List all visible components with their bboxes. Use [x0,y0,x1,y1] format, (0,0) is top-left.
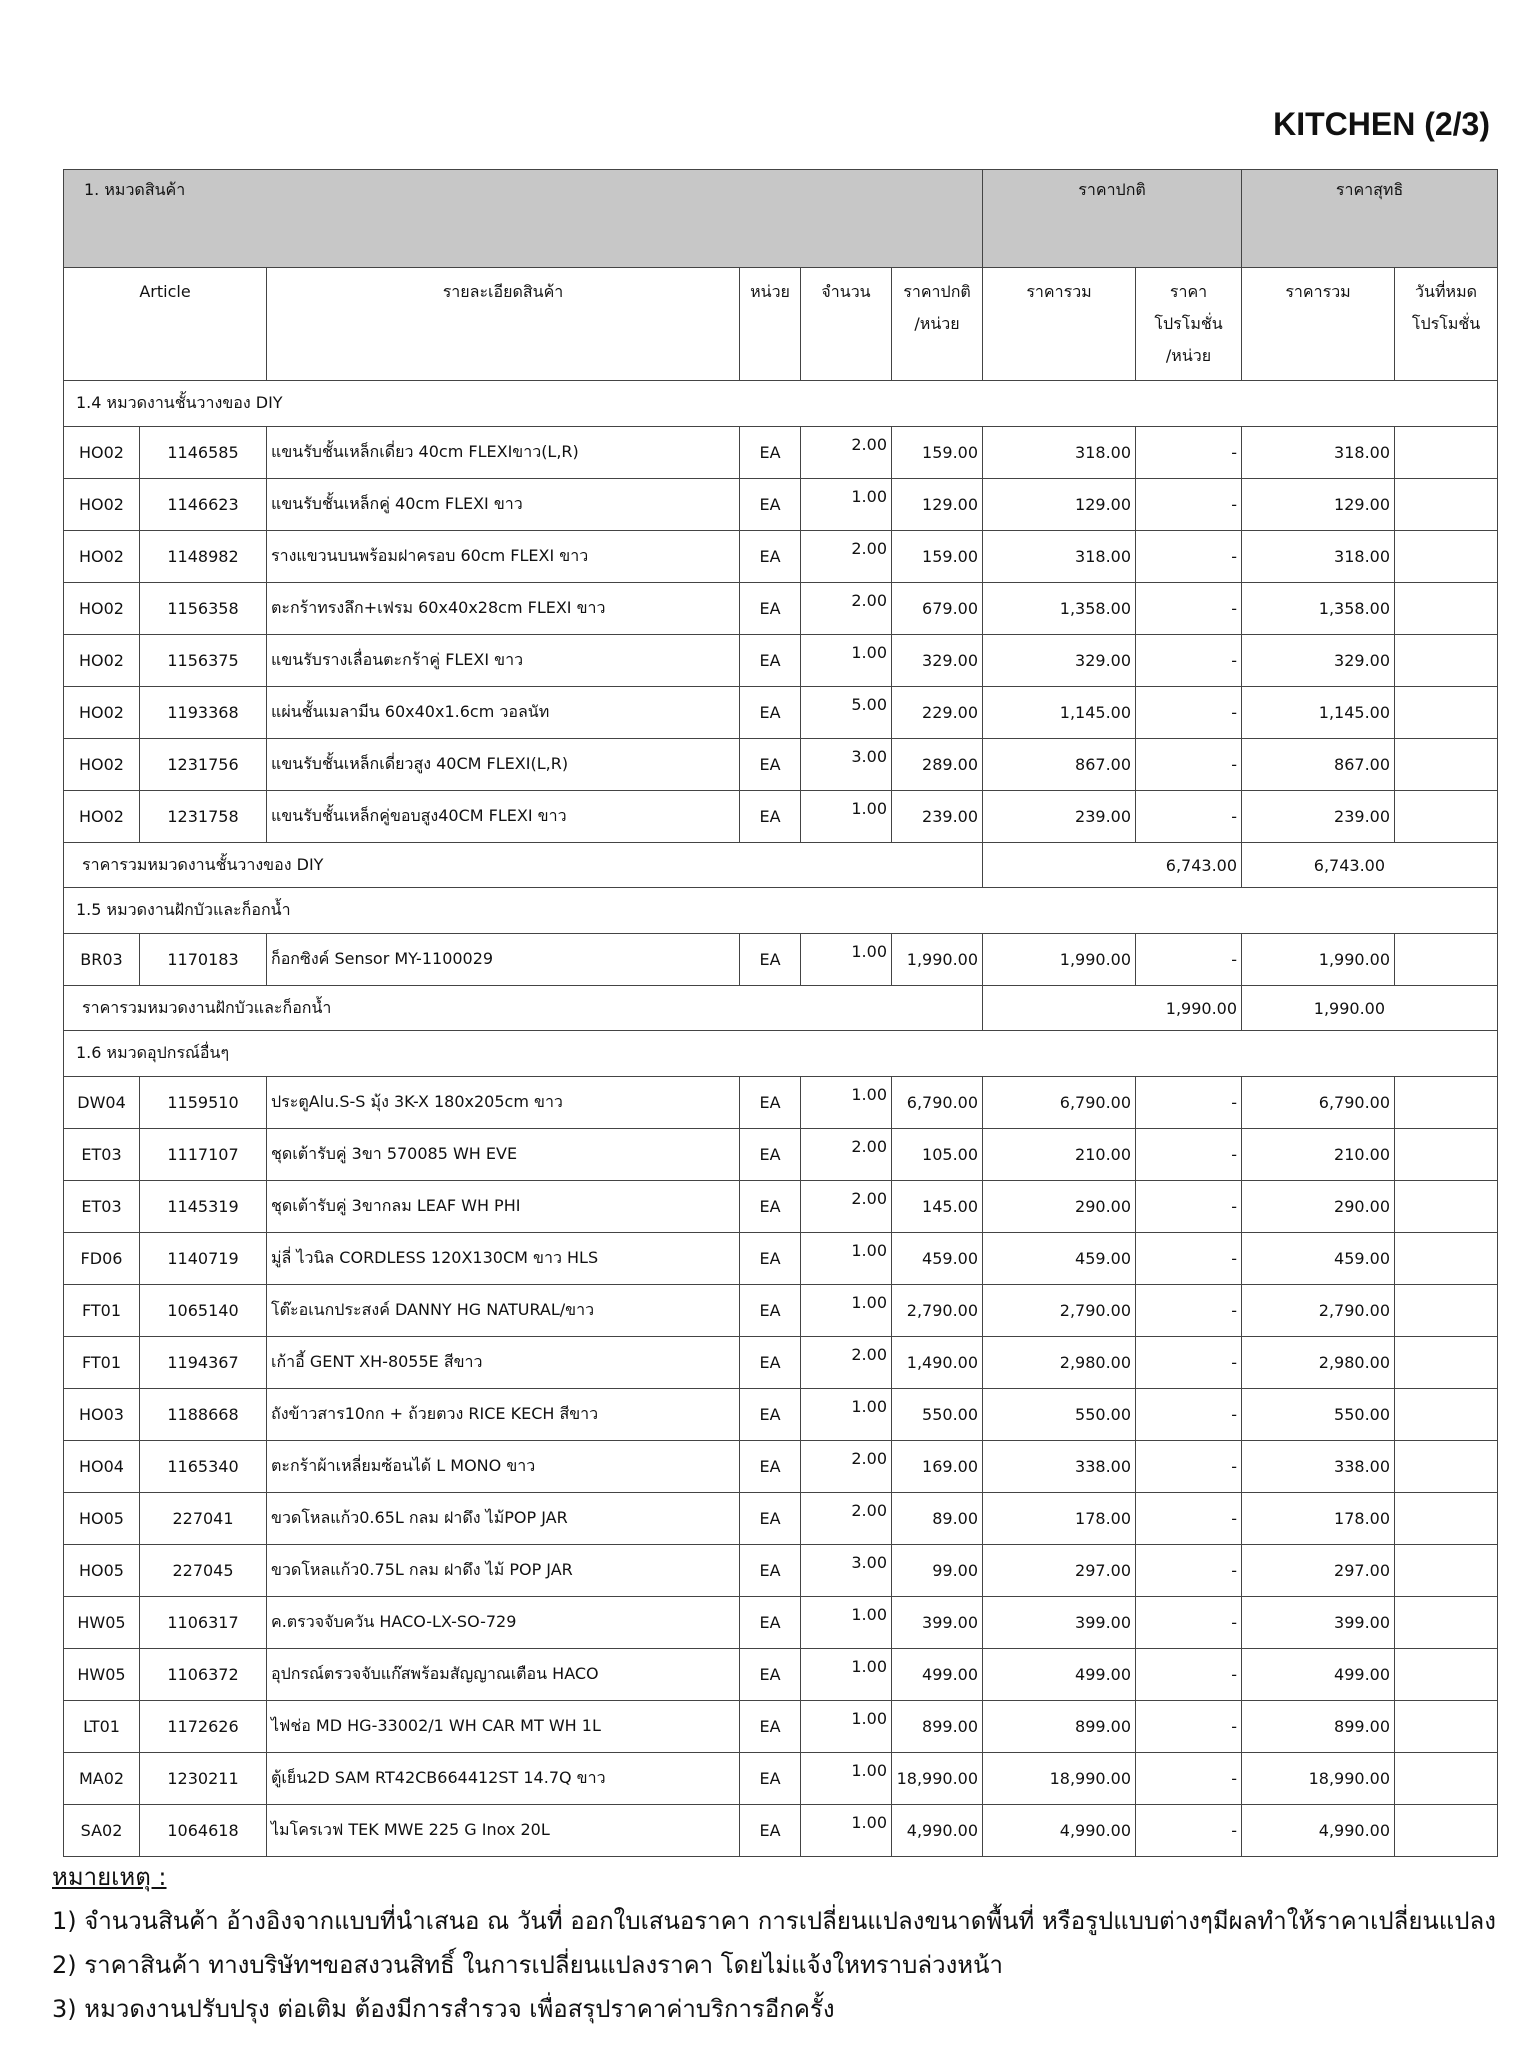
cell-net-total: 2,980.00 [1242,1337,1395,1389]
cell-description: อุปกรณ์ตรวจจับแก๊สพร้อมสัญญาณเตือน HACO [267,1649,740,1701]
cell-qty: 3.00 [801,1545,892,1597]
cell-unit-price: 89.00 [892,1493,983,1545]
cell-promo-end [1395,1181,1498,1233]
cell-net-total: 318.00 [1242,427,1395,479]
cell-total: 1,145.00 [983,687,1136,739]
cell-unit-price: 899.00 [892,1701,983,1753]
section-title: 1.4 หมวดงานชั้นวางของ DIY [64,381,1498,427]
cell-code: HO02 [64,531,140,583]
cell-promo-price: - [1136,583,1242,635]
col-qty-header: จำนวน [801,268,892,381]
cell-promo-price: - [1136,1233,1242,1285]
cell-unit-price: 2,790.00 [892,1285,983,1337]
cell-article: 1156375 [140,635,267,687]
cell-total: 2,790.00 [983,1285,1136,1337]
cell-article: 1146585 [140,427,267,479]
cell-qty: 1.00 [801,479,892,531]
cell-unit: EA [740,1233,801,1285]
cell-net-total: 6,790.00 [1242,1077,1395,1129]
cell-net-total: 899.00 [1242,1701,1395,1753]
cell-net-total: 178.00 [1242,1493,1395,1545]
cell-article: 1231758 [140,791,267,843]
cell-promo-end [1395,1545,1498,1597]
subtotal-net-total: 1,990.00 [1242,986,1498,1031]
cell-net-total: 459.00 [1242,1233,1395,1285]
subtotal-row [64,986,1498,1031]
cell-total: 6,790.00 [983,1077,1136,1129]
cell-total: 297.00 [983,1545,1136,1597]
cell-article: 1194367 [140,1337,267,1389]
cell-description: แขนรับชั้นเหล็กคู่ขอบสูง40CM FLEXI ขาว [267,791,740,843]
cell-description: ไมโครเวฟ TEK MWE 225 G Inox 20L [267,1805,740,1857]
note-item: 3) หมวดงานปรับปรุง ต่อเติม ต้องมีการสำรวจ เพื่อสรุปราคาค่าบริการอีกครั้ง [52,1995,835,2023]
cell-article: 1165340 [140,1441,267,1493]
cell-article: 1159510 [140,1077,267,1129]
cell-article: 227045 [140,1545,267,1597]
cell-code: HO02 [64,739,140,791]
cell-net-total: 129.00 [1242,479,1395,531]
cell-qty: 2.00 [801,583,892,635]
cell-promo-end [1395,687,1498,739]
cell-qty: 1.00 [801,1389,892,1441]
cell-code: SA02 [64,1805,140,1857]
table-row [64,739,1498,791]
cell-unit-price: 550.00 [892,1389,983,1441]
cell-unit-price: 239.00 [892,791,983,843]
cell-net-total: 2,790.00 [1242,1285,1395,1337]
cell-unit: EA [740,1545,801,1597]
cell-qty: 1.00 [801,1805,892,1857]
cell-total: 499.00 [983,1649,1136,1701]
header-row-2 [64,268,1498,381]
cell-promo-end [1395,739,1498,791]
cell-promo-price: - [1136,427,1242,479]
cell-promo-end [1395,583,1498,635]
cell-promo-price: - [1136,1597,1242,1649]
cell-qty: 2.00 [801,1181,892,1233]
cell-net-total: 499.00 [1242,1649,1395,1701]
cell-description: ชุดเต้ารับคู่ 3ขากลม LEAF WH PHI [267,1181,740,1233]
cell-promo-price: - [1136,1181,1242,1233]
cell-promo-price: - [1136,1805,1242,1857]
cell-code: BR03 [64,934,140,986]
table-row [64,1389,1498,1441]
cell-total: 4,990.00 [983,1805,1136,1857]
cell-total: 338.00 [983,1441,1136,1493]
cell-promo-end [1395,1597,1498,1649]
cell-code: FT01 [64,1337,140,1389]
cell-article: 1106317 [140,1597,267,1649]
cell-description: ก็อกซิงค์ Sensor MY-1100029 [267,934,740,986]
col-unit-price-header: ราคาปกติ /หน่วย [892,268,983,381]
cell-net-total: 550.00 [1242,1389,1395,1441]
section-row [64,381,1498,427]
table-row [64,1337,1498,1389]
cell-promo-end [1395,1233,1498,1285]
col-net-total-header: ราคารวม [1242,268,1395,381]
table-row [64,479,1498,531]
col-unit-header: หน่วย [740,268,801,381]
cell-promo-price: - [1136,1389,1242,1441]
cell-promo-end [1395,1441,1498,1493]
cell-total: 899.00 [983,1701,1136,1753]
cell-promo-price: - [1136,1649,1242,1701]
col-promo-end-header: วันที่หมด โปรโมชั่น [1395,268,1498,381]
table-row [64,635,1498,687]
cell-description: ตะกร้าผ้าเหลี่ยมซ้อนได้ L MONO ขาว [267,1441,740,1493]
cell-total: 178.00 [983,1493,1136,1545]
cell-description: ค.ตรวจจับควัน HACO-LX-SO-729 [267,1597,740,1649]
cell-description: เก้าอี้ GENT XH-8055E สีขาว [267,1337,740,1389]
subtotal-row [64,843,1498,888]
cell-description: ชุดเต้ารับคู่ 3ขา 570085 WH EVE [267,1129,740,1181]
cell-unit-price: 105.00 [892,1129,983,1181]
cell-promo-price: - [1136,687,1242,739]
note-item: 2) ราคาสินค้า ทางบริษัทฯขอสงวนสิทธิ์ ในการเปลี่ยนแปลงราคา โดยไม่แจ้งใหทราบล่วงหน้า [52,1951,1003,1979]
cell-unit: EA [740,1441,801,1493]
cell-code: HW05 [64,1649,140,1701]
cell-total: 239.00 [983,791,1136,843]
cell-promo-price: - [1136,479,1242,531]
cell-promo-end [1395,1337,1498,1389]
cell-code: LT01 [64,1701,140,1753]
cell-promo-price: - [1136,1129,1242,1181]
subtotal-total: 1,990.00 [983,986,1242,1031]
cell-qty: 2.00 [801,531,892,583]
cell-promo-price: - [1136,1441,1242,1493]
cell-code: HO05 [64,1493,140,1545]
table-row [64,934,1498,986]
cell-qty: 1.00 [801,1597,892,1649]
cell-net-total: 329.00 [1242,635,1395,687]
cell-net-total: 210.00 [1242,1129,1395,1181]
cell-description: แผ่นชั้นเมลามีน 60x40x1.6cm วอลนัท [267,687,740,739]
cell-total: 459.00 [983,1233,1136,1285]
cell-promo-end [1395,791,1498,843]
cell-total: 18,990.00 [983,1753,1136,1805]
cell-promo-price: - [1136,1077,1242,1129]
cell-promo-end [1395,1285,1498,1337]
cell-article: 1064618 [140,1805,267,1857]
cell-code: HO04 [64,1441,140,1493]
cell-net-total: 1,145.00 [1242,687,1395,739]
cell-promo-price: - [1136,635,1242,687]
cell-unit-price: 289.00 [892,739,983,791]
cell-net-total: 399.00 [1242,1597,1395,1649]
table-row [64,1181,1498,1233]
cell-promo-price: - [1136,1701,1242,1753]
cell-unit-price: 399.00 [892,1597,983,1649]
cell-unit-price: 159.00 [892,531,983,583]
cell-unit-price: 6,790.00 [892,1077,983,1129]
cell-code: FT01 [64,1285,140,1337]
cell-unit-price: 129.00 [892,479,983,531]
table-row [64,1233,1498,1285]
cell-unit-price: 18,990.00 [892,1753,983,1805]
cell-total: 129.00 [983,479,1136,531]
cell-net-total: 18,990.00 [1242,1753,1395,1805]
col-detail-header: รายละเอียดสินค้า [267,268,740,381]
cell-promo-end [1395,934,1498,986]
cell-description: ตู้เย็น2D SAM RT42CB664412ST 14.7Q ขาว [267,1753,740,1805]
table-row [64,1753,1498,1805]
cell-article: 1231756 [140,739,267,791]
cell-total: 329.00 [983,635,1136,687]
cell-total: 867.00 [983,739,1136,791]
cell-total: 210.00 [983,1129,1136,1181]
cell-article: 1145319 [140,1181,267,1233]
cell-article: 1188668 [140,1389,267,1441]
cell-total: 1,358.00 [983,583,1136,635]
cell-article: 1172626 [140,1701,267,1753]
cell-unit: EA [740,1805,801,1857]
section-row [64,888,1498,934]
cell-promo-price: - [1136,1493,1242,1545]
cell-unit: EA [740,687,801,739]
cell-total: 318.00 [983,531,1136,583]
cell-unit: EA [740,531,801,583]
cell-total: 2,980.00 [983,1337,1136,1389]
cell-promo-price: - [1136,934,1242,986]
cell-description: ขวดโหลแก้ว0.75L กลม ฝาดึง ไม้ POP JAR [267,1545,740,1597]
cell-description: มู่ลี่ ไวนิล CORDLESS 120X130CM ขาว HLS [267,1233,740,1285]
cell-unit: EA [740,1493,801,1545]
cell-unit-price: 159.00 [892,427,983,479]
table-row [64,1129,1498,1181]
cell-promo-end [1395,1077,1498,1129]
cell-code: HO02 [64,791,140,843]
table-row [64,1441,1498,1493]
table-row [64,1597,1498,1649]
cell-net-total: 297.00 [1242,1545,1395,1597]
col-total-header: ราคารวม [983,268,1136,381]
cell-promo-end [1395,1753,1498,1805]
cell-unit-price: 459.00 [892,1233,983,1285]
cell-promo-end [1395,635,1498,687]
cell-unit-price: 1,490.00 [892,1337,983,1389]
cell-promo-price: - [1136,1285,1242,1337]
table-row [64,1805,1498,1857]
subtotal-net-total: 6,743.00 [1242,843,1498,888]
col-promo-header: ราคา โปรโมชั่น /หน่วย [1136,268,1242,381]
cell-net-total: 1,358.00 [1242,583,1395,635]
cell-article: 1193368 [140,687,267,739]
cell-unit: EA [740,1077,801,1129]
cell-code: HO02 [64,427,140,479]
cell-total: 550.00 [983,1389,1136,1441]
cell-total: 1,990.00 [983,934,1136,986]
cell-unit-price: 329.00 [892,635,983,687]
cell-description: ถังข้าวสาร10กก + ถ้วยตวง RICE KECH สีขาว [267,1389,740,1441]
cell-article: 227041 [140,1493,267,1545]
cell-unit: EA [740,427,801,479]
section-title: 1.5 หมวดงานฝักบัวและก็อกน้ำ [64,888,1498,934]
cell-description: รางแขวนบนพร้อมฝาครอบ 60cm FLEXI ขาว [267,531,740,583]
cell-unit: EA [740,635,801,687]
cell-code: MA02 [64,1753,140,1805]
cell-article: 1156358 [140,583,267,635]
quotation-table [63,169,1498,1857]
table-row [64,1493,1498,1545]
section-row [64,1031,1498,1077]
cell-qty: 2.00 [801,1441,892,1493]
cell-unit: EA [740,791,801,843]
cell-qty: 1.00 [801,1701,892,1753]
cell-description: แขนรับรางเลื่อนตะกร้าคู่ FLEXI ขาว [267,635,740,687]
subtotal-label: ราคารวมหมวดงานชั้นวางของ DIY [64,843,983,888]
cell-unit-price: 99.00 [892,1545,983,1597]
cell-article: 1117107 [140,1129,267,1181]
table-row [64,791,1498,843]
cell-promo-price: - [1136,1753,1242,1805]
cell-code: DW04 [64,1077,140,1129]
cell-qty: 1.00 [801,1649,892,1701]
cell-qty: 1.00 [801,1233,892,1285]
cell-description: แขนรับชั้นเหล็กคู่ 40cm FLEXI ขาว [267,479,740,531]
cell-unit: EA [740,1389,801,1441]
section-title: 1.6 หมวดอุปกรณ์อื่นๆ [64,1031,1498,1077]
table-row [64,1285,1498,1337]
cell-total: 290.00 [983,1181,1136,1233]
cell-total: 399.00 [983,1597,1136,1649]
cell-promo-end [1395,1389,1498,1441]
cell-promo-end [1395,1649,1498,1701]
cell-qty: 1.00 [801,1077,892,1129]
cell-qty: 5.00 [801,687,892,739]
cell-code: HO02 [64,635,140,687]
cell-unit-price: 1,990.00 [892,934,983,986]
table-row [64,1701,1498,1753]
cell-net-total: 1,990.00 [1242,934,1395,986]
cell-code: HO02 [64,687,140,739]
cell-description: ไฟช่อ MD HG-33002/1 WH CAR MT WH 1L [267,1701,740,1753]
cell-description: ตะกร้าทรงลึก+เฟรม 60x40x28cm FLEXI ขาว [267,583,740,635]
subtotal-label: ราคารวมหมวดงานฝักบัวและก็อกน้ำ [64,986,983,1031]
table-row [64,583,1498,635]
cell-promo-price: - [1136,791,1242,843]
header-row-1 [64,170,1498,268]
cell-code: ET03 [64,1181,140,1233]
cell-total: 318.00 [983,427,1136,479]
cell-code: HO02 [64,583,140,635]
cell-description: แขนรับชั้นเหล็กเดี่ยว 40cm FLEXIขาว(L,R) [267,427,740,479]
cell-promo-price: - [1136,739,1242,791]
cell-unit: EA [740,1649,801,1701]
cell-unit: EA [740,1753,801,1805]
cell-unit: EA [740,1181,801,1233]
cell-unit-price: 499.00 [892,1649,983,1701]
cell-promo-price: - [1136,531,1242,583]
table-row [64,1545,1498,1597]
cell-promo-end [1395,1493,1498,1545]
cell-promo-end [1395,1129,1498,1181]
cell-qty: 1.00 [801,1753,892,1805]
cell-promo-end [1395,1701,1498,1753]
cell-article: 1140719 [140,1233,267,1285]
cell-qty: 2.00 [801,1129,892,1181]
page-title: KITCHEN (2/3) [1273,106,1490,142]
cell-unit: EA [740,1129,801,1181]
cell-article: 1106372 [140,1649,267,1701]
cell-qty: 1.00 [801,791,892,843]
cell-promo-end [1395,479,1498,531]
cell-unit: EA [740,739,801,791]
cell-net-total: 318.00 [1242,531,1395,583]
cell-qty: 2.00 [801,427,892,479]
cell-description: ประตูAlu.S-S มุ้ง 3K-X 180x205cm ขาว [267,1077,740,1129]
cell-qty: 3.00 [801,739,892,791]
cell-unit: EA [740,1701,801,1753]
cell-promo-end [1395,427,1498,479]
cell-unit-price: 4,990.00 [892,1805,983,1857]
cell-code: HO05 [64,1545,140,1597]
cell-promo-price: - [1136,1337,1242,1389]
cell-net-total: 338.00 [1242,1441,1395,1493]
cell-code: FD06 [64,1233,140,1285]
cell-article: 1065140 [140,1285,267,1337]
cell-promo-end [1395,531,1498,583]
cell-qty: 1.00 [801,635,892,687]
col-article-header: Article [64,268,267,381]
normal-price-header: ราคาปกติ [983,170,1242,268]
cell-code: HW05 [64,1597,140,1649]
cell-unit: EA [740,583,801,635]
table-row [64,531,1498,583]
cell-net-total: 290.00 [1242,1181,1395,1233]
cell-unit: EA [740,1285,801,1337]
cell-article: 1148982 [140,531,267,583]
table-row [64,687,1498,739]
cell-unit-price: 229.00 [892,687,983,739]
cell-description: ขวดโหลแก้ว0.65L กลม ฝาดึง ไม้POP JAR [267,1493,740,1545]
notes [52,1855,1496,2031]
subtotal-total: 6,743.00 [983,843,1242,888]
cell-unit-price: 145.00 [892,1181,983,1233]
cell-net-total: 239.00 [1242,791,1395,843]
table-row [64,427,1498,479]
cell-unit-price: 679.00 [892,583,983,635]
cell-article: 1146623 [140,479,267,531]
cell-unit-price: 169.00 [892,1441,983,1493]
cell-unit: EA [740,479,801,531]
cell-article: 1170183 [140,934,267,986]
note-item: 1) จำนวนสินค้า อ้างอิงจากแบบที่นำเสนอ ณ วันที่ ออกใบเสนอราคา การเปลี่ยนแปลงขนาดพื้นที่ หรือรูปแบบต่างๆมีผลทำให้ราคาเปลี่ยนแปลง [52,1907,1496,1935]
table-row [64,1649,1498,1701]
cell-promo-end [1395,1805,1498,1857]
cell-description: โต๊ะอเนกประสงค์ DANNY HG NATURAL/ขาว [267,1285,740,1337]
cell-article: 1230211 [140,1753,267,1805]
cell-code: HO03 [64,1389,140,1441]
cell-unit: EA [740,934,801,986]
cell-code: HO02 [64,479,140,531]
cell-unit: EA [740,1597,801,1649]
cell-qty: 1.00 [801,934,892,986]
cell-qty: 1.00 [801,1285,892,1337]
cell-code: ET03 [64,1129,140,1181]
notes-heading: หมายเหตุ : [52,1863,167,1891]
cell-unit: EA [740,1337,801,1389]
net-price-header: ราคาสุทธิ [1242,170,1498,268]
cell-net-total: 4,990.00 [1242,1805,1395,1857]
cell-net-total: 867.00 [1242,739,1395,791]
category-header: 1. หมวดสินค้า [64,170,983,268]
cell-qty: 2.00 [801,1493,892,1545]
cell-qty: 2.00 [801,1337,892,1389]
table-row [64,1077,1498,1129]
cell-description: แขนรับชั้นเหล็กเดี่ยวสูง 40CM FLEXI(L,R) [267,739,740,791]
cell-promo-price: - [1136,1545,1242,1597]
